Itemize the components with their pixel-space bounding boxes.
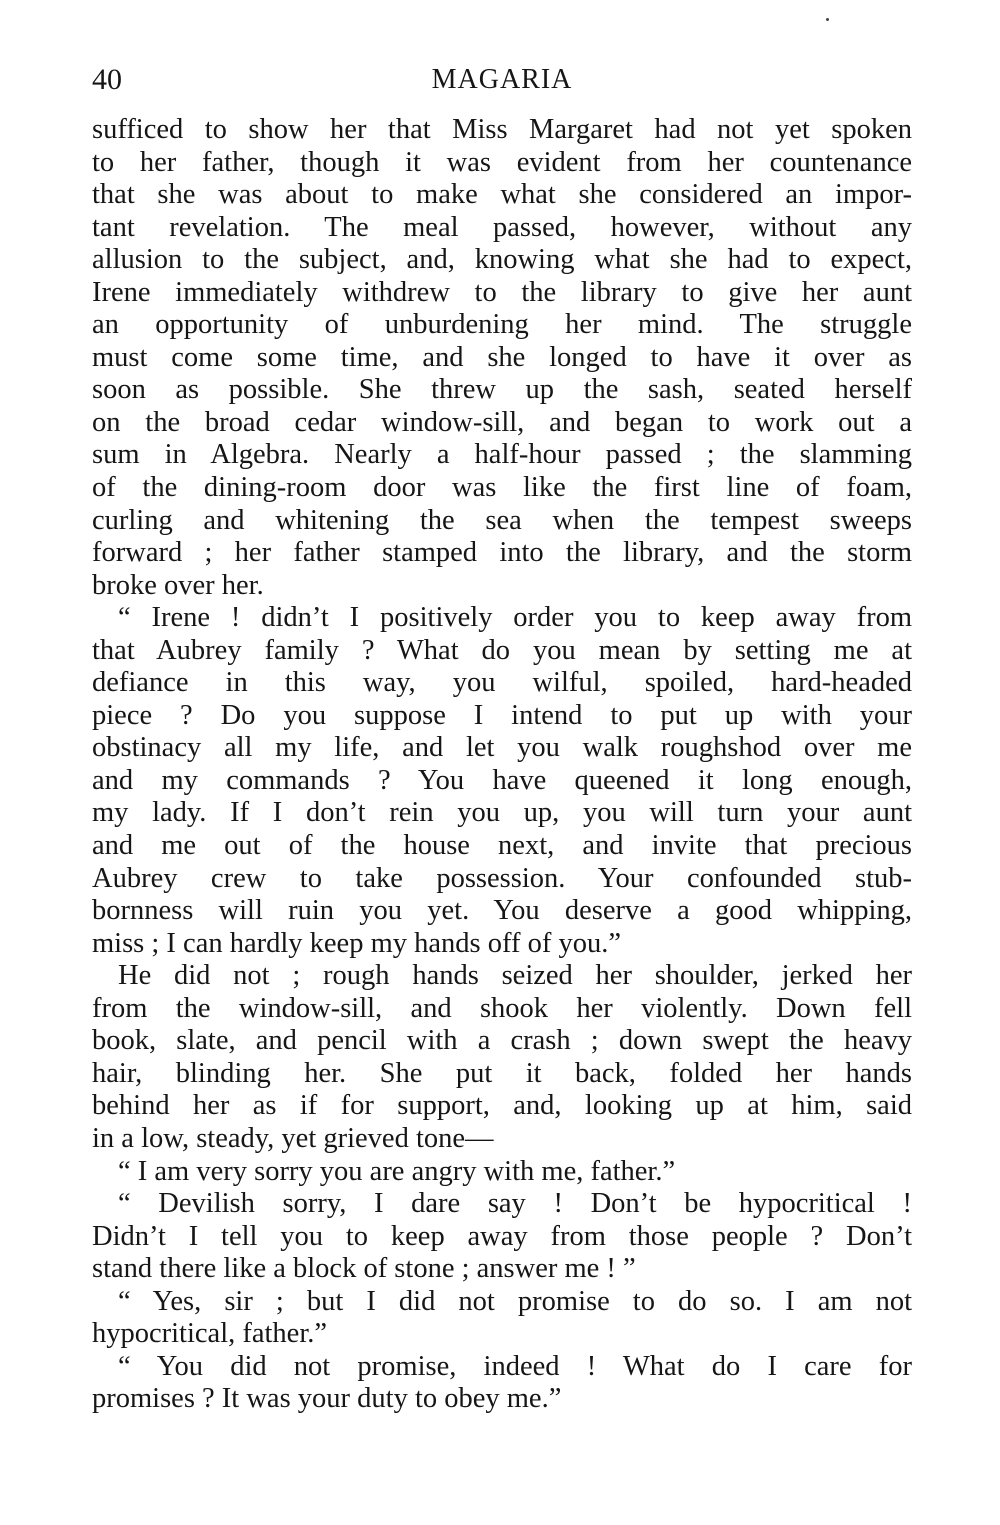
text-line: Irene immediately withdrew to the library to give her aunt — [92, 276, 912, 308]
text-line: “ I am very sorry you are angry with me, father.” — [118, 1155, 676, 1187]
text-line: forward ; her father stamped into the library, and the storm — [92, 537, 912, 569]
text-line: of the dining-room door was like the first line of foam, — [92, 472, 912, 504]
text-line: defiance in this way, you wilful, spoiled, hard-headed — [92, 667, 912, 699]
text-line: Didn’t I tell you to keep away from those people ? Don’t — [92, 1220, 912, 1252]
page-number: 40 — [92, 63, 122, 96]
text-line: an opportunity of unburdening her mind. The struggle — [92, 309, 912, 341]
page-header — [92, 58, 912, 102]
text-line: soon as possible. She threw up the sash, seated herself — [92, 374, 912, 406]
text-line: and my commands ? You have queened it long enough, — [92, 764, 912, 796]
running-title: MAGARIA — [431, 64, 573, 95]
text-line: tant revelation. The meal passed, however, without any — [92, 211, 912, 243]
text-line: allusion to the subject, and, knowing what she had to expect, — [92, 244, 912, 276]
text-line: “ Yes, sir ; but I did not promise to do so. I am not — [118, 1285, 912, 1317]
text-line: book, slate, and pencil with a crash ; down swept the heavy — [92, 1025, 912, 1057]
text-line: in a low, steady, yet grieved tone— — [92, 1122, 494, 1154]
text-line: “ You did not promise, indeed ! What do I care for — [118, 1350, 912, 1382]
text-line: my lady. If I don’t rein you up, you will turn your aunt — [92, 797, 912, 829]
paragraph — [92, 114, 912, 602]
paragraph — [92, 1156, 912, 1189]
text-line: “ Irene ! didn’t I positively order you to keep away from — [118, 602, 912, 634]
text-line: piece ? Do you suppose I intend to put up with your — [92, 699, 912, 731]
text-line: bornness will ruin you yet. You deserve a good whipping, — [92, 895, 912, 927]
text-line: on the broad cedar window-sill, and began to work out a — [92, 406, 912, 438]
text-line: that Aubrey family ? What do you mean by setting me at — [92, 634, 912, 666]
paragraph — [92, 1286, 912, 1351]
text-line: miss ; I can hardly keep my hands off of you.” — [92, 927, 621, 959]
text-line: stand there like a block of stone ; answer me ! ” — [92, 1253, 636, 1285]
text-line: curling and whitening the sea when the tempest sweeps — [92, 504, 912, 536]
text-line: must come some time, and she longed to have it over as — [92, 341, 912, 373]
text-line: sum in Algebra. Nearly a half-hour passed ; the slamming — [92, 439, 912, 471]
paragraph — [92, 1351, 912, 1416]
text-line: that she was about to make what she considered an impor- — [92, 179, 912, 211]
print-speck — [826, 18, 829, 21]
text-line: sufficed to show her that Miss Margaret had not yet spoken — [92, 114, 912, 145]
paragraph — [92, 960, 912, 1155]
text-line: hypocritical, father.” — [92, 1318, 328, 1350]
text-line: He did not ; rough hands seized her shoulder, jerked her — [118, 960, 912, 992]
paragraph — [92, 1188, 912, 1286]
text-line: behind her as if for support, and, looking up at him, said — [92, 1090, 912, 1122]
text-line: and me out of the house next, and invite that precious — [92, 830, 912, 862]
text-line: from the window-sill, and shook her violently. Down fell — [92, 992, 912, 1024]
text-line: promises ? It was your duty to obey me.” — [92, 1383, 562, 1415]
text-line: “ Devilish sorry, I dare say ! Don’t be hypocritical ! — [118, 1188, 912, 1220]
text-line: to her father, though it was evident from her countenance — [92, 146, 912, 178]
text-line: Aubrey crew to take possession. Your confounded stub- — [92, 862, 912, 894]
text-line: obstinacy all my life, and let you walk roughshod over me — [92, 732, 912, 764]
text-line: broke over her. — [92, 569, 264, 601]
text-line: hair, blinding her. She put it back, folded her hands — [92, 1057, 912, 1089]
paragraph — [92, 602, 912, 960]
body-text — [92, 114, 912, 1416]
